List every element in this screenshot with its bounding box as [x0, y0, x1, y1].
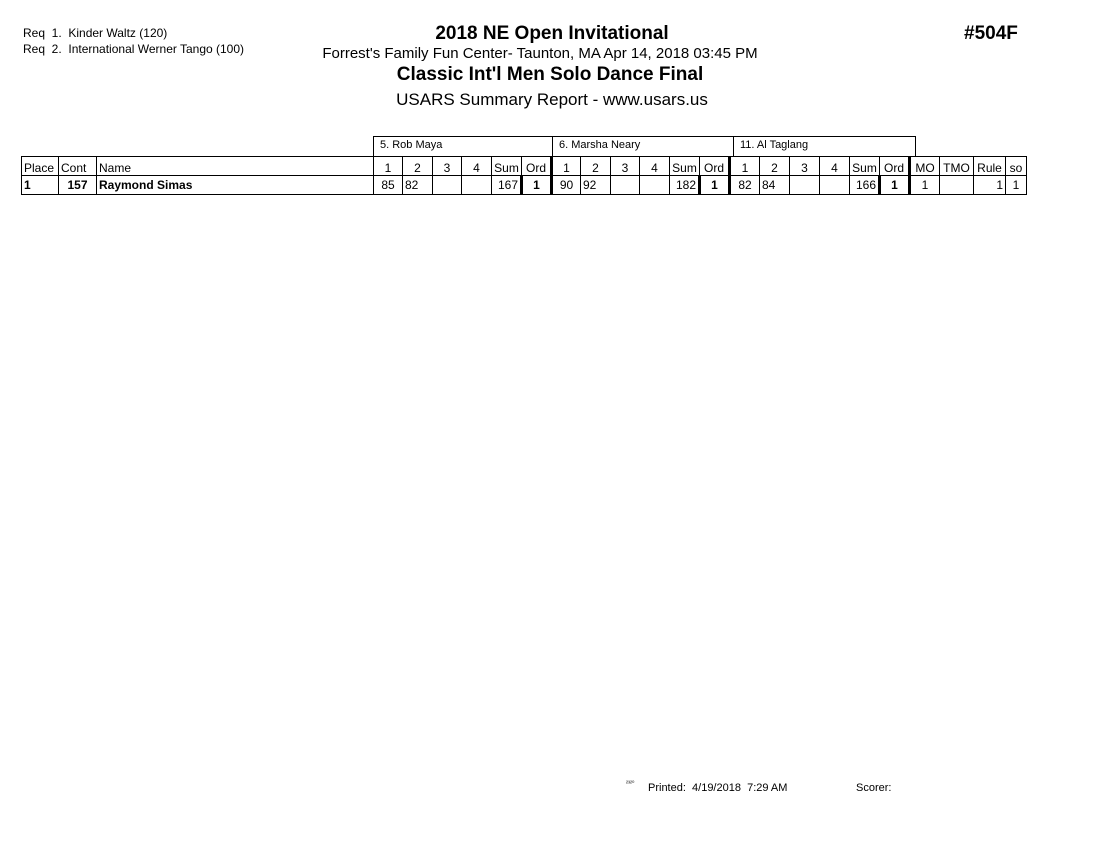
cell-j3-ord: 1 — [880, 176, 910, 195]
col-j3-score-1: 1 — [730, 157, 760, 176]
event-number: #504F — [964, 23, 1018, 44]
cell-j1-ord: 1 — [522, 176, 552, 195]
cell-j1-score-3 — [433, 176, 462, 195]
cell-j2-sum: 182 — [670, 176, 700, 195]
col-j1-score-4: 4 — [462, 157, 492, 176]
cell-j1-score-2: 82 — [403, 176, 433, 195]
col-j1-score-2: 2 — [403, 157, 433, 176]
col-place: Place — [22, 157, 59, 176]
col-mo: MO — [910, 157, 940, 176]
cell-mo: 1 — [910, 176, 940, 195]
judge-1-name: 5. Rob Maya — [373, 136, 553, 157]
cell-tmo — [940, 176, 974, 195]
col-j1-score-3: 3 — [433, 157, 462, 176]
cell-j1-score-1: 85 — [374, 176, 403, 195]
judge-header-row — [373, 136, 916, 156]
col-cont: Cont — [59, 157, 97, 176]
col-j3-sum: Sum — [850, 157, 880, 176]
col-j3-ord: Ord — [880, 157, 910, 176]
col-tmo: TMO — [940, 157, 974, 176]
footer-code: ²³²⁰ — [626, 781, 635, 787]
cell-j2-score-2: 92 — [581, 176, 611, 195]
column-header-row — [22, 157, 1027, 176]
judge-3-name: 11. Al Taglang — [734, 136, 916, 157]
table-row — [22, 176, 1027, 195]
col-j1-ord: Ord — [522, 157, 552, 176]
competition-title: 2018 NE Open Invitational — [435, 23, 669, 44]
col-j3-score-4: 4 — [820, 157, 850, 176]
col-j2-score-2: 2 — [581, 157, 611, 176]
col-j2-score-4: 4 — [640, 157, 670, 176]
cell-so: 1 — [1006, 176, 1027, 195]
cell-j3-score-3 — [790, 176, 820, 195]
venue-date-line: Forrest's Family Fun Center- Taunton, MA Apr 14, 2018 03:45 PM — [322, 45, 758, 62]
col-j3-score-3: 3 — [790, 157, 820, 176]
event-title: Classic Int'l Men Solo Dance Final — [396, 64, 704, 85]
judge-2-name: 6. Marsha Neary — [553, 136, 734, 157]
col-name: Name — [97, 157, 374, 176]
col-j1-sum: Sum — [492, 157, 522, 176]
requirement-1: Req 1. Kinder Waltz (120) — [23, 26, 168, 40]
col-rule: Rule — [974, 157, 1006, 176]
col-j2-score-3: 3 — [611, 157, 640, 176]
cell-cont: 157 — [59, 176, 97, 195]
cell-j2-score-1: 90 — [552, 176, 581, 195]
report-title: USARS Summary Report - www.usars.us — [396, 90, 708, 109]
printed-timestamp: Printed: 4/19/2018 7:29 AM — [648, 782, 788, 794]
col-j2-sum: Sum — [670, 157, 700, 176]
cell-place: 1 — [22, 176, 59, 195]
cell-j2-score-3 — [611, 176, 640, 195]
cell-j1-sum: 167 — [492, 176, 522, 195]
cell-j3-score-1: 82 — [730, 176, 760, 195]
cell-j2-score-4 — [640, 176, 670, 195]
col-j2-ord: Ord — [700, 157, 730, 176]
col-j1-score-1: 1 — [374, 157, 403, 176]
cell-j2-ord: 1 — [700, 176, 730, 195]
col-so: so — [1006, 157, 1027, 176]
score-table — [21, 156, 1027, 195]
cell-j3-sum: 166 — [850, 176, 880, 195]
scorer-label: Scorer: — [856, 782, 892, 794]
cell-j3-score-2: 84 — [760, 176, 790, 195]
col-j3-score-2: 2 — [760, 157, 790, 176]
requirement-2: Req 2. International Werner Tango (100) — [23, 42, 245, 56]
cell-j3-score-4 — [820, 176, 850, 195]
cell-j1-score-4 — [462, 176, 492, 195]
col-j2-score-1: 1 — [552, 157, 581, 176]
cell-rule: 1 — [974, 176, 1006, 195]
cell-name: Raymond Simas — [97, 176, 374, 195]
